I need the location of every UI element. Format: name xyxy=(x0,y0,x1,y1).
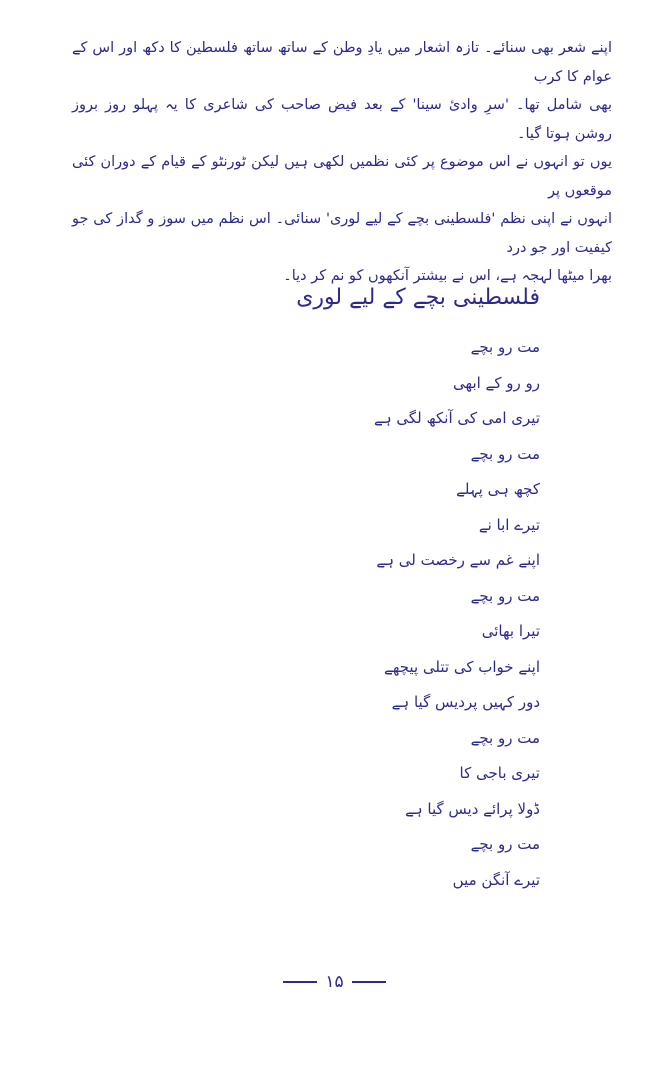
poem-line: تیرے آنگن میں xyxy=(452,870,540,889)
poem-line: تیرا بھائی xyxy=(481,622,540,640)
poem-line: اپنے غم سے رخصت لی ہے xyxy=(376,551,540,569)
poem-line: تیری باجی کا xyxy=(459,764,540,782)
intro-line: انہوں نے اپنی نظم 'فلسطینی بچے کے لیے لوری' سنائی۔ اس نظم میں سوز و گداز کی جو کیفیت اور جو درد xyxy=(72,211,612,256)
poem-line: رو رو کے ابھی xyxy=(453,373,540,392)
footer-rule-left xyxy=(283,981,317,983)
intro-line: یوں تو انہوں نے اس موضوع پر کئی نظمیں لکھی ہیں لیکن ٹورنٹو کے قیام کے دوران کئی موقعوں پر xyxy=(72,154,612,199)
poem-line: ڈولا پرائے دیس گیا ہے xyxy=(405,799,540,818)
poem-title: فلسطینی بچے کے لیے لوری xyxy=(296,285,540,310)
poem-line: اپنے خواب کی تتلی پیچھے xyxy=(384,657,540,676)
intro-line: بھرا میٹھا لہجہ ہے، اس نے بیشتر آنکھوں کو نم کر دیا۔ xyxy=(283,268,612,284)
intro-paragraph xyxy=(72,34,612,291)
footer-rule-right xyxy=(352,981,386,983)
poem-line: کچھ ہی پہلے xyxy=(456,480,540,498)
poem-line: مت رو بچے xyxy=(470,728,540,747)
poem-line: مت رو بچے xyxy=(470,338,540,356)
poem-line: مت رو بچے xyxy=(470,586,540,605)
page-footer xyxy=(0,970,669,994)
intro-line: بھی شامل تھا۔ 'سرِ وادیٔ سینا' کے بعد فیض صاحب کی شاعری کا یہ پہلو روز بروز روشن ہوتا گیا۔ xyxy=(72,97,612,142)
intro-line: اپنے شعر بھی سنائے۔ تازہ اشعار میں یادِ وطن کے ساتھ ساتھ فلسطین کا دکھ اور اس کے عوام کا کرب xyxy=(72,40,612,85)
poem-line: دور کہیں پردیس گیا ہے xyxy=(391,693,540,711)
poem-line: مت رو بچے xyxy=(470,444,540,463)
poem-lines xyxy=(300,330,540,898)
poem-line: مت رو بچے xyxy=(470,835,540,853)
poem-line: تیری امی کی آنکھ لگی ہے xyxy=(374,409,540,427)
poem-line: تیرے ابا نے xyxy=(478,515,540,534)
page-number: ۱۵ xyxy=(325,972,344,992)
